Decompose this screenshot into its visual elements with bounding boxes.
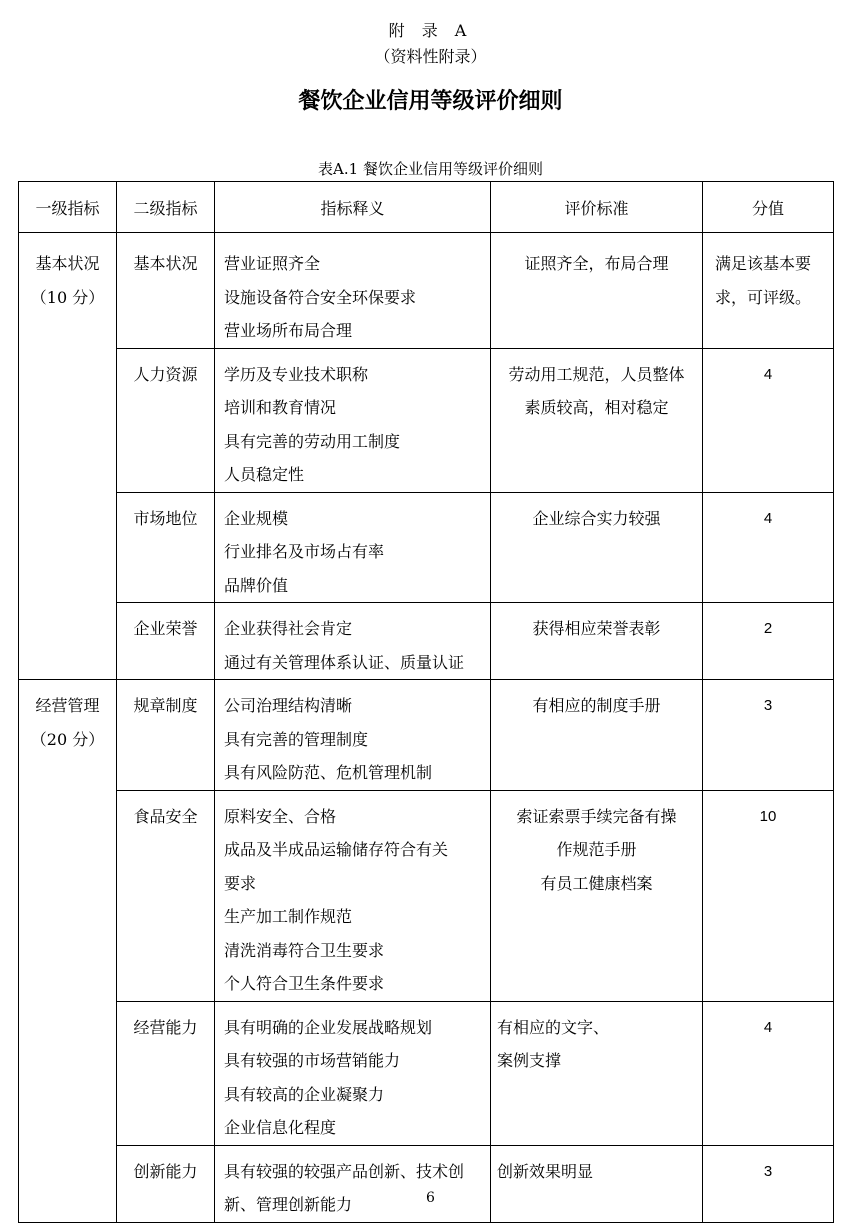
score-cell: 10 (703, 790, 834, 1001)
level2-cell: 创新能力 (117, 1145, 215, 1222)
explanation-line: 企业信息化程度 (224, 1118, 337, 1137)
explanation-line: 学历及专业技术职称 (224, 364, 369, 384)
level1-points: （20 分） (30, 730, 105, 749)
explanation-line: 具有完善的劳动用工制度 (224, 431, 401, 451)
level1-name: 经营管理 (35, 696, 100, 715)
annex-label: 附 录 A (388, 21, 473, 40)
score-cell: 3 (703, 1145, 834, 1222)
criteria-line: 证照齐全，布局合理 (524, 254, 669, 273)
table-caption: 表A.1 餐饮企业信用等级评价细则 (318, 160, 543, 178)
explanation-line: 通过有关管理体系认证、质量认证 (224, 652, 465, 672)
header-level2: 二级指标 (117, 182, 215, 233)
explanation-line: 具有较强的较强产品创新、技术创 (224, 1161, 465, 1181)
explanation-cell (215, 680, 491, 791)
criteria-line: 作规范手册 (556, 840, 637, 859)
score-cell: 4 (703, 348, 834, 492)
explanation-line: 要求 (224, 873, 257, 893)
criteria-cell (491, 348, 703, 492)
score-cell: 满足该基本要求，可评级。 (703, 238, 834, 348)
table-row (19, 492, 834, 603)
score-cell: 3 (703, 680, 834, 791)
level2-cell: 食品安全 (117, 790, 215, 1001)
level2-cell: 规章制度 (117, 680, 215, 791)
explanation-line: 培训和教育情况 (224, 398, 337, 417)
table-body (19, 233, 834, 1223)
criteria-line: 有员工健康档案 (540, 873, 653, 893)
explanation-line: 行业排名及市场占有率 (224, 542, 385, 561)
criteria-cell (491, 492, 703, 603)
criteria-cell (491, 603, 703, 680)
explanation-line: 企业获得社会肯定 (224, 619, 353, 638)
criteria-line: 有相应的文字、 (497, 1017, 610, 1037)
criteria-line: 案例支撑 (497, 1051, 562, 1070)
header-explanation: 指标释义 (215, 182, 491, 233)
criteria-cell (491, 790, 703, 1001)
explanation-line: 具有明确的企业发展战略规划 (224, 1017, 433, 1037)
evaluation-table (18, 181, 834, 1223)
explanation-line: 具有风险防范、危机管理机制 (224, 763, 433, 782)
level1-name: 基本状况 (35, 254, 100, 273)
criteria-line: 劳动用工规范，人员整体 (508, 364, 685, 384)
level2-cell: 企业荣誉 (117, 603, 215, 680)
explanation-line: 生产加工制作规范 (224, 907, 353, 926)
explanation-line: 具有完善的管理制度 (224, 729, 369, 749)
explanation-cell (215, 1001, 491, 1145)
table-row (19, 348, 834, 492)
explanation-line: 新、管理创新能力 (224, 1195, 353, 1214)
level2-cell: 市场地位 (117, 492, 215, 603)
level1-cell (19, 238, 117, 680)
level2-cell: 经营能力 (117, 1001, 215, 1145)
explanation-line: 营业场所布局合理 (224, 321, 353, 340)
header-criteria: 评价标准 (491, 182, 703, 233)
page-title: 餐饮企业信用等级评价细则 (298, 89, 563, 114)
explanation-line: 原料安全、合格 (224, 806, 337, 826)
criteria-line: 获得相应荣誉表彰 (532, 619, 661, 638)
explanation-line: 公司治理结构清晰 (224, 696, 353, 715)
explanation-line: 品牌价值 (224, 575, 289, 595)
table-row (19, 238, 834, 348)
page-number: 6 (426, 1190, 435, 1206)
table-header-row (19, 182, 834, 233)
annex-note: （资料性附录） (374, 47, 487, 66)
criteria-line: 创新效果明显 (497, 1161, 594, 1181)
level1-cell (19, 680, 117, 1223)
level2-cell: 人力资源 (117, 348, 215, 492)
explanation-line: 设施设备符合安全环保要求 (224, 287, 417, 307)
explanation-cell (215, 603, 491, 680)
criteria-cell (491, 680, 703, 791)
explanation-line: 企业规模 (224, 508, 289, 528)
explanation-line: 具有较强的市场营销能力 (224, 1051, 401, 1070)
level2-cell: 基本状况 (117, 238, 215, 348)
criteria-cell (491, 1001, 703, 1145)
explanation-cell (215, 238, 491, 348)
criteria-line: 有相应的制度手册 (532, 696, 661, 715)
level1-points: （10 分） (30, 288, 105, 307)
table-row (19, 790, 834, 1001)
explanation-cell (215, 492, 491, 603)
criteria-cell (491, 1145, 703, 1222)
explanation-cell (215, 790, 491, 1001)
header-score: 分值 (703, 182, 834, 233)
score-cell: 4 (703, 492, 834, 603)
explanation-line: 具有较高的企业凝聚力 (224, 1084, 385, 1104)
explanation-line: 人员稳定性 (224, 465, 305, 484)
explanation-line: 成品及半成品运输储存符合有关 (224, 840, 449, 859)
header-level1: 一级指标 (19, 182, 117, 233)
criteria-line: 索证索票手续完备有操 (516, 806, 677, 826)
score-cell: 4 (703, 1001, 834, 1145)
table-row (19, 1145, 834, 1222)
explanation-line: 清洗消毒符合卫生要求 (224, 940, 385, 960)
explanation-cell (215, 1145, 491, 1222)
table-row (19, 603, 834, 680)
explanation-line: 营业证照齐全 (224, 254, 321, 273)
explanation-cell (215, 348, 491, 492)
criteria-cell (491, 238, 703, 348)
explanation-line: 个人符合卫生条件要求 (224, 974, 385, 993)
score-cell: 2 (703, 603, 834, 680)
table-row (19, 1001, 834, 1145)
table-row (19, 680, 834, 791)
criteria-line: 企业综合实力较强 (532, 508, 661, 528)
criteria-line: 素质较高，相对稳定 (524, 398, 669, 417)
